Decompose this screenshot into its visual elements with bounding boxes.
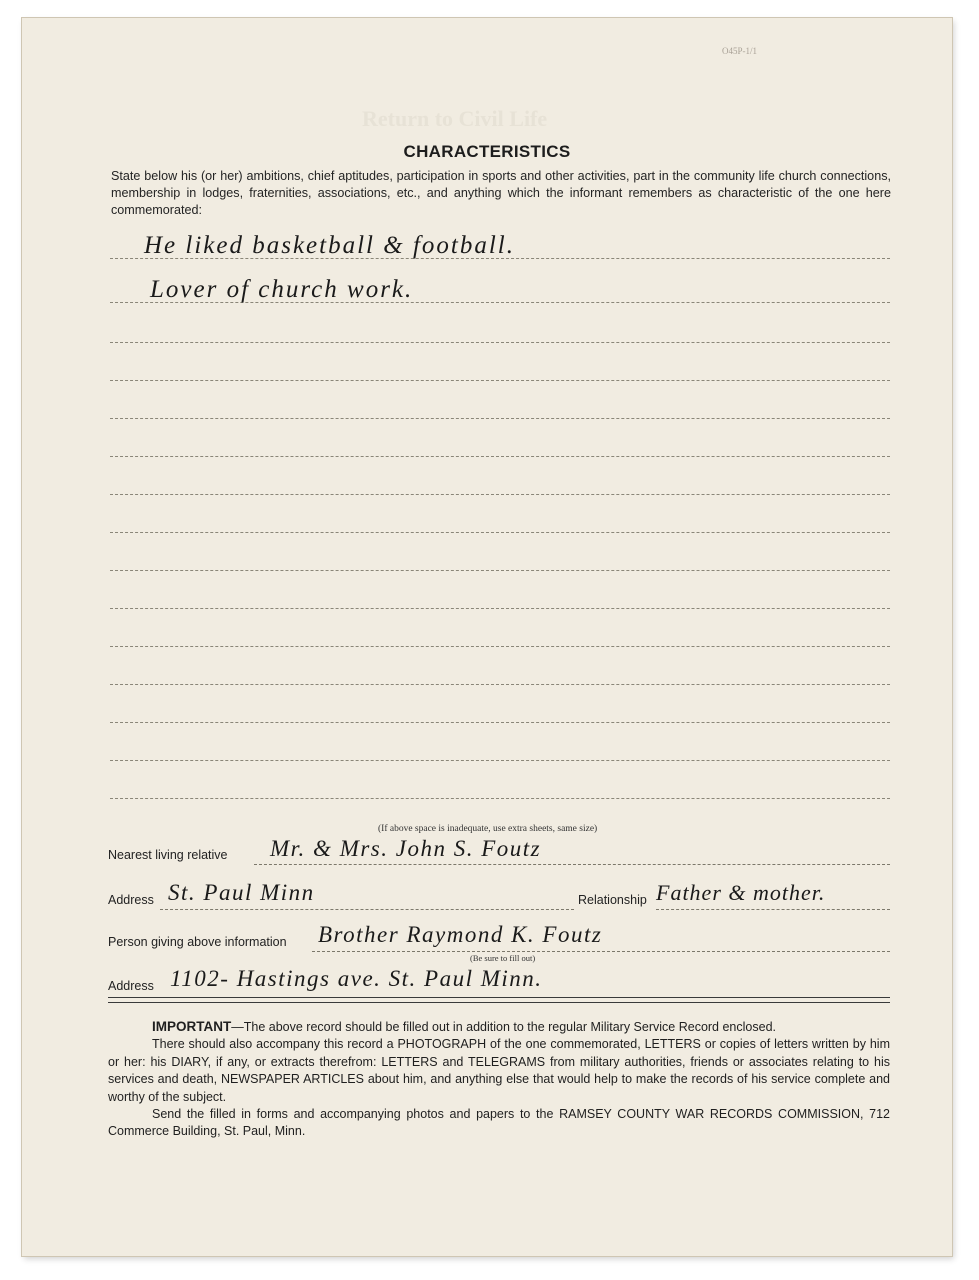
informant-line xyxy=(312,951,890,952)
important-p3: Send the filled in forms and accompanying photos and papers to the RAMSEY COUNTY WAR RECORDS COMMISSION, 712 Commerce Building, St. Paul, Minn. xyxy=(108,1107,890,1139)
instructions-text: State below his (or her) ambitions, chief aptitudes, participation in sports and other activities, part in the community life church connections, membership in lodges, fraternities, associations, etc., and anything which the informant remembers as characteristic of the one here commemorated: xyxy=(111,169,891,217)
informant-address-value[interactable]: 1102- Hastings ave. St. Paul Minn. xyxy=(170,966,543,991)
writing-line xyxy=(110,456,890,457)
handwritten-line-1: He liked basketball & football. xyxy=(144,232,515,259)
form-sheet xyxy=(22,18,952,1256)
informant-note: (Be sure to fill out) xyxy=(470,953,536,963)
writing-line xyxy=(110,494,890,495)
informant-address-label: Address xyxy=(108,979,154,993)
writing-line xyxy=(110,570,890,571)
writing-line xyxy=(110,684,890,685)
informant-label: Person giving above information xyxy=(108,935,287,949)
informant-address-rule xyxy=(108,997,890,998)
handwritten-line-2: Lover of church work. xyxy=(150,276,414,303)
informant-value[interactable]: Brother Raymond K. Foutz xyxy=(318,922,603,947)
writing-line xyxy=(110,608,890,609)
writing-line xyxy=(110,798,890,799)
nearest-relative-line xyxy=(254,864,890,865)
writing-line xyxy=(110,532,890,533)
address-label: Address xyxy=(108,893,154,907)
writing-line xyxy=(110,760,890,761)
writing-line xyxy=(110,722,890,723)
writing-line xyxy=(110,646,890,647)
pencil-archive-mark: O45P-1/1 xyxy=(722,46,758,56)
relationship-value[interactable]: Father & mother. xyxy=(656,880,826,905)
bleed-through-heading: Return to Civil Life xyxy=(362,106,548,131)
writing-line xyxy=(110,380,890,381)
space-note: (If above space is inadequate, use extra sheets, same size) xyxy=(378,824,598,834)
important-p2: There should also accompany this record a PHOTOGRAPH of the one commemorated, LETTERS or copies of letters written by him or her: his DIARY, if any, or extracts therefrom: LETTERS and TELEGRAMS from military authorities, friends or associates relating to his services and death, NEWSPAPER ARTICLES about him, and anything else that would help to make the records of his service complete and worthy of the subject. xyxy=(108,1037,890,1104)
nearest-relative-label: Nearest living relative xyxy=(108,848,228,862)
important-lead: IMPORTANT xyxy=(152,1019,232,1034)
nearest-relative-value[interactable]: Mr. & Mrs. John S. Foutz xyxy=(270,836,542,861)
important-p1: —The above record should be filled out in addition to the regular Military Service Record enclosed. xyxy=(231,1020,776,1034)
page-title: CHARACTERISTICS xyxy=(403,142,571,161)
relationship-line xyxy=(656,909,890,910)
address-value[interactable]: St. Paul Minn xyxy=(168,880,315,905)
relationship-label: Relationship xyxy=(578,893,647,907)
important-notice xyxy=(108,1018,890,1141)
writing-line xyxy=(110,418,890,419)
writing-line xyxy=(110,342,890,343)
address-line xyxy=(160,909,574,910)
section-divider xyxy=(108,1002,890,1003)
